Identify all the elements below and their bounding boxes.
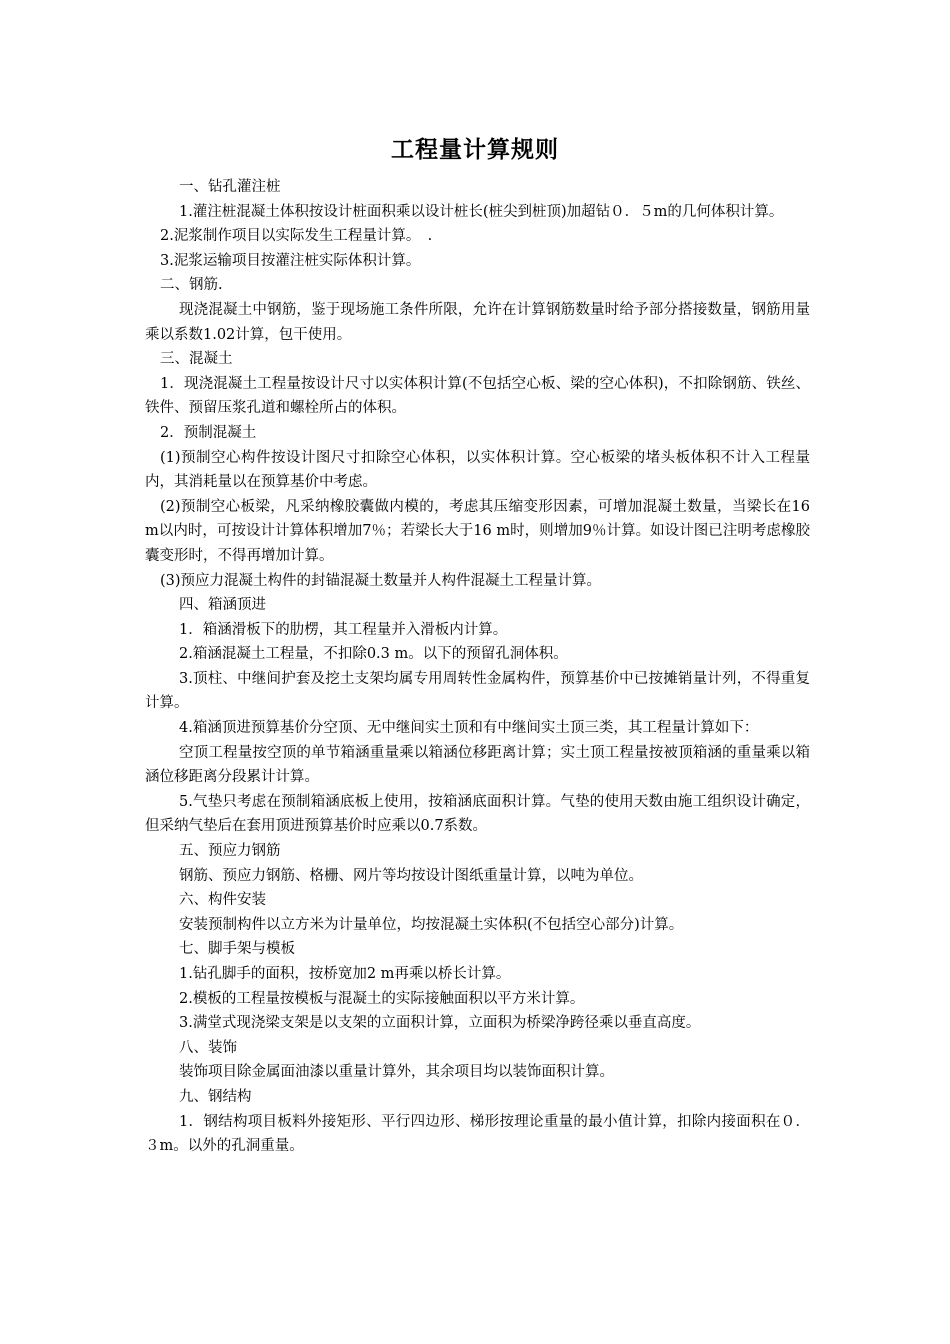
section-heading-box-culvert-jacking: 四、箱涵顶进 [179,597,266,614]
paragraph-mud-transport: 3.泥浆运输项目按灌注桩实际体积计算。 [160,252,421,269]
paragraph-cast-in-place-concrete: 1．现浇混凝土工程量按设计尺寸以实体积计算(不包括空心板、梁的空心体积)，不扣除钢筋、铁丝、铁件、预留压浆孔道和螺栓所占的体积。 [145,375,810,417]
section-heading-prestressed-rebar: 五、预应力钢筋 [179,843,281,860]
section-heading-component-installation: 六、构件安装 [179,892,266,909]
paragraph-full-support: 3.满堂式现浇梁支架是以支架的立面积计算，立面积为桥梁净跨径乘以垂直高度。 [179,1015,701,1032]
document-body [145,175,810,1159]
section-heading-decoration: 八、装饰 [179,1039,237,1056]
section-heading-steel-structure: 九、钢结构 [179,1088,252,1105]
paragraph-precast-hollow-members: (1)预制空心构件按设计图尺寸扣除空心体积，以实体积计算。空心板梁的堵头板体积不计入工程量内，其消耗量以在预算基价中考虑。 [145,449,810,491]
paragraph-hollow-slab-beams: (2)预制空心板梁，凡采纳橡胶囊做内模的，考虑其压缩变形因素，可增加混凝土数量，当梁长在16 m以内时，可按设计计算体积增加7％；若梁长大于16 m时，则增加9％计算。如设计图已注明考虑橡胶囊变形时，不得再增加计算。 [145,498,810,564]
paragraph-drilling-scaffold: 1.钻孔脚手的面积，按桥宽加2 m再乘以桥长计算。 [179,966,511,982]
paragraph-rebar-weight: 钢筋、预应力钢筋、格栅、网片等均按设计图纸重量计算，以吨为单位。 [179,867,643,884]
paragraph-jacking-columns: 3.顶柱、中继间护套及挖土支架均属专用周转性金属构件，预算基价中已按摊销量计列，不得重复计算。 [145,670,810,712]
section-heading-scaffold-formwork: 七、脚手架与模板 [179,941,295,958]
paragraph-slide-plate-ribs: 1．箱涵滑板下的肋楞，其工程量并入滑板内计算。 [179,621,508,638]
paragraph-mud-production: 2.泥浆制作项目以实际发生工程量计算。 . [160,228,433,245]
paragraph-air-cushion: 5.气垫只考虑在预制箱涵底板上使用，按箱涵底面积计算。气垫的使用天数由施工组织设计确定，但采纳气垫后在套用顶进预算基价时应乘以0.7系数。 [145,793,810,835]
section-heading-concrete: 三、混凝土 [160,351,233,368]
paragraph-prestressed-anchor-concrete: (3)预应力混凝土构件的封锚混凝土数量并人构件混凝土工程量计算。 [160,572,602,589]
document-title: 工程量计算规则 [391,137,559,163]
section-heading-bored-piles: 一、钻孔灌注桩 [179,179,281,195]
paragraph-culvert-concrete: 2.箱涵混凝土工程量，不扣除0.3 m。以下的预留孔洞体积。 [179,646,568,663]
paragraph-jacking-quantities: 空顶工程量按空顶的单节箱涵重量乘以箱涵位移距离计算；实土顶工程量按被顶箱涵的重量乘以箱涵位移距离分段累计计算。 [145,744,810,786]
paragraph-steel-plate-weight: 1．钢结构项目板料外接矩形、平行四边形、梯形按理论重量的最小值计算，扣除内接面积在０．３m。以外的孔洞重量。 [145,1113,810,1155]
section-heading-rebar: 二、钢筋. [160,277,223,294]
paragraph-precast-concrete: 2．预制混凝土 [160,424,257,441]
paragraph-formwork-area: 2.模板的工程量按模板与混凝土的实际接触面积以平方米计算。 [179,990,585,1007]
paragraph-jacking-categories: 4.箱涵顶进预算基价分空顶、无中继间实土顶和有中继间实土顶三类，其工程量计算如下： [179,720,759,737]
paragraph-pile-concrete-volume: 1.灌注桩混凝土体积按设计桩面积乘以设计桩长(桩尖到桩顶)加超钻０．５m的几何体积计算。 [179,203,784,220]
paragraph-rebar-usage: 现浇混凝土中钢筋，鉴于现场施工条件所限，允许在计算钢筋数量时给予部分搭接数量，钢筋用量乘以系数1.02计算，包干使用。 [145,301,810,343]
paragraph-decoration-area: 装饰项目除金属面油漆以重量计算外，其余项目均以装饰面积计算。 [179,1064,614,1081]
paragraph-precast-installation: 安装预制构件以立方米为计量单位，均按混凝土实体积(不包括空心部分)计算。 [179,916,684,933]
